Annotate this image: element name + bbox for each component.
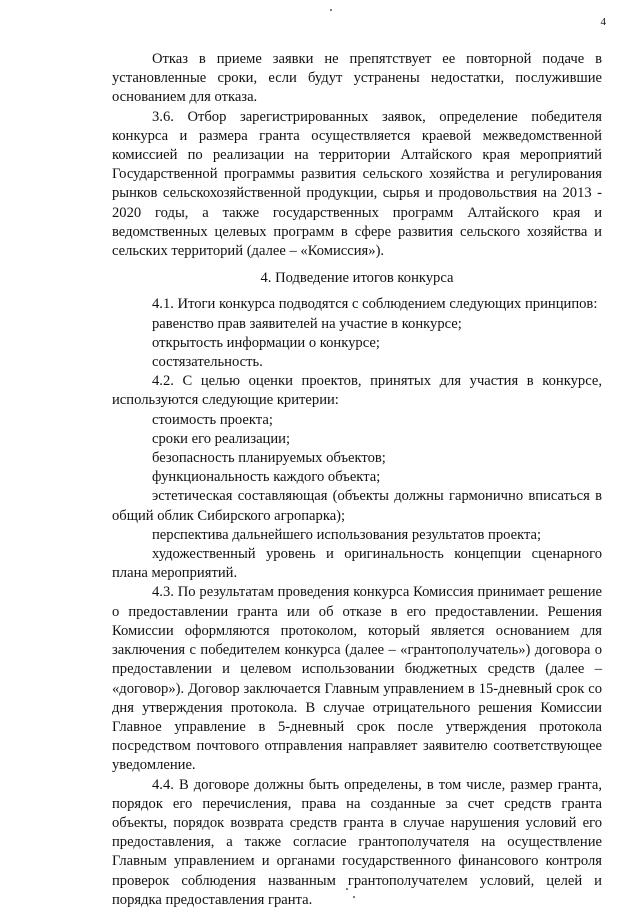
scan-speck — [330, 9, 332, 11]
criterion-cost: стоимость проекта; — [152, 411, 273, 428]
document-body — [112, 50, 602, 910]
principle-competitiveness: состязательность. — [152, 354, 263, 371]
criterion-perspective: перспектива дальнейшего использования результатов проекта; — [152, 526, 542, 543]
section-heading-4: 4. Подведение итогов конкурса — [260, 270, 454, 287]
page-number: 4 — [600, 16, 606, 28]
paragraph-refusal-resubmission: Отказ в приеме заявки не препятствует ее повторной подаче в установленные сроки, если будут устранены недостатки, послужившие основанием для отказа. — [112, 51, 602, 106]
principle-openness: открытость информации о конкурсе; — [152, 334, 380, 351]
paragraph-3-6-selection: 3.6. Отбор зарегистрированных заявок, определение победителя конкурса и размера гранта осуществляется краевой межведомственной комиссией по реализации на территории Алтайского края мероприятий Государственной программы развития сельского хозяйства и регулирования рынков сельскохозяйственной продукции, сырья и продовольствия на 2013 - 2020 годы, а также государственных программ Алтайского края и ведомственных целевых программ в сфере развития сельского хозяйства и сельских территорий (далее – «Комиссия»). — [112, 108, 602, 260]
criterion-artistic-level: художественный уровень и оригинальность концепции сценарного плана мероприятий. — [112, 546, 602, 582]
principle-equal-rights: равенство прав заявителей на участие в конкурсе; — [152, 315, 462, 332]
criterion-timeline: сроки его реализации; — [152, 430, 291, 447]
paragraph-4-4-contract: 4.4. В договоре должны быть определены, в том числе, размер гранта, порядок его перечисления, права на созданные за счет средств гранта объекты, порядок возврата средств гранта в случае нарушения условий его предоставления, а также согласие грантополучателя на осуществление Главным управлением и органами государственного финансового контроля проверок соблюдения названным грантополучателем условий, целей и порядка предоставления гранта. — [112, 776, 602, 908]
paragraph-4-1-principles: 4.1. Итоги конкурса подводятся с соблюдением следующих принципов: — [152, 296, 598, 313]
criterion-functionality: функциональность каждого объекта; — [152, 469, 381, 486]
criterion-safety: безопасность планируемых объектов; — [152, 450, 386, 467]
paragraph-4-3-results: 4.3. По результатам проведения конкурса Комиссия принимает решение о предоставлении гранта или об отказе в его предоставлении. Решения Комиссии оформляются протоколом, который является основанием для заключения с победителем конкурса (далее – «грантополучатель») договора о предоставлении и целевом использовании бюджетных средств (далее – «договор»). Договор заключается Главным управлением в 15-дневный срок со дня утверждения протокола. В случае отрицательного решения Комиссии Главное управление в 5-дневный срок после утверждения протокола посредством почтового отправления направляет заявителю соответствующее уведомление. — [112, 584, 602, 774]
criterion-aesthetics: эстетическая составляющая (объекты должны гармонично вписаться в общий облик Сибирского агропарка); — [112, 488, 602, 524]
paragraph-4-2-criteria: 4.2. С целью оценки проектов, принятых для участия в конкурсе, используются следующие критерии: — [112, 373, 602, 409]
